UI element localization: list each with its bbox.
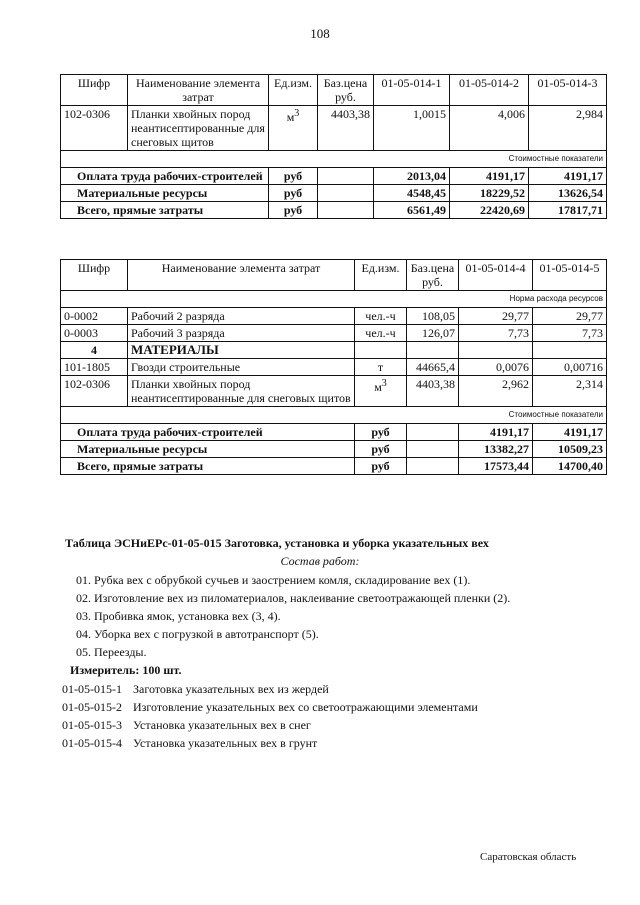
row-code: 0-0003: [61, 325, 128, 342]
total-unit: руб: [269, 202, 318, 219]
table-row: [61, 106, 607, 151]
work-item: 02. Изготовление вех из пиломатериалов, наклеивание светоотражающей пленки (2).: [76, 591, 511, 605]
total-v2: 14700,40: [533, 458, 607, 475]
code-text: Заготовка указательных вех из жердей: [133, 682, 329, 696]
code-number: 01-05-015-3: [62, 718, 122, 732]
row-name: Гвозди строительные: [128, 359, 355, 376]
row-unit: т: [355, 359, 407, 376]
code-row: [62, 736, 317, 751]
row-v2: 29,77: [533, 308, 607, 325]
col-header-code: Шифр: [61, 75, 128, 106]
row-code: 101-1805: [61, 359, 128, 376]
total-label: Материальные ресурсы: [61, 185, 269, 202]
col-header-unit: Ед.изм.: [355, 260, 407, 291]
section-label-row: [61, 407, 607, 424]
col-header-price: Баз.цена руб.: [407, 260, 459, 291]
total-v1: 17573,44: [459, 458, 533, 475]
col-header-v3: 01-05-014-3: [529, 75, 607, 106]
section-subtitle: Состав работ:: [280, 554, 360, 568]
row-v2: 2,314: [533, 376, 607, 407]
col-header-v1: 01-05-014-1: [374, 75, 450, 106]
code-row: [62, 682, 329, 697]
section-label-row: [61, 151, 607, 168]
total-v1: 4548,45: [374, 185, 450, 202]
table-header-row: [61, 260, 607, 291]
row-price: 126,07: [407, 325, 459, 342]
materials-row: [61, 342, 607, 359]
total-v3: 17817,71: [529, 202, 607, 219]
col-header-price: Баз.цена руб.: [318, 75, 374, 106]
total-v2: 10509,23: [533, 441, 607, 458]
total-row: [61, 458, 607, 475]
code-row: [62, 700, 478, 715]
total-v1: 6561,49: [374, 202, 450, 219]
total-v2: 4191,17: [450, 168, 529, 185]
col-header-v2: 01-05-014-5: [533, 260, 607, 291]
total-v2: 22420,69: [450, 202, 529, 219]
row-code: 102-0306: [61, 376, 128, 407]
table-row: [61, 359, 607, 376]
row-unit: $м^3$: [355, 376, 407, 407]
total-v2: 18229,52: [450, 185, 529, 202]
code-text: Изготовление указательных вех со светоотражающими элементами: [133, 700, 478, 714]
total-row: [61, 185, 607, 202]
total-row: [61, 202, 607, 219]
total-v3: 13626,54: [529, 185, 607, 202]
row-name: Рабочий 3 разряда: [128, 325, 355, 342]
table-header-row: [61, 75, 607, 106]
row-name: Рабочий 2 разряда: [128, 308, 355, 325]
row-v2: 0,00716: [533, 359, 607, 376]
norm-label-row: [61, 291, 607, 308]
norm-section-label: Норма расхода ресурсов: [61, 291, 607, 308]
cost-section-label: Стоимостные показатели: [61, 407, 607, 424]
row-price: 4403,38: [407, 376, 459, 407]
col-header-code: Шифр: [61, 260, 128, 291]
row-unit: $м^3$: [269, 106, 318, 151]
row-code: 102-0306: [61, 106, 128, 151]
work-item: 05. Переезды.: [76, 645, 147, 659]
row-v2: 7,73: [533, 325, 607, 342]
total-unit: руб: [355, 424, 407, 441]
row-price: 4403,38: [318, 106, 374, 151]
total-v1: 2013,04: [374, 168, 450, 185]
total-v1: 13382,27: [459, 441, 533, 458]
total-row: [61, 168, 607, 185]
code-number: 01-05-015-4: [62, 736, 122, 750]
total-label: Всего, прямые затраты: [61, 202, 269, 219]
row-code: 0-0002: [61, 308, 128, 325]
materials-label: МАТЕРИАЛЫ: [128, 342, 355, 359]
section-title: Таблица ЭСНиЕРс-01-05-015 Заготовка, установка и уборка указательных вех: [65, 536, 489, 550]
work-item: 04. Уборка вех с погрузкой в автотранспорт (5).: [76, 627, 319, 641]
code-text: Установка указательных вех в снег: [133, 718, 311, 732]
table-row: [61, 308, 607, 325]
total-row: [61, 441, 607, 458]
row-v3: 2,984: [529, 106, 607, 151]
code-text: Установка указательных вех в грунт: [133, 736, 318, 750]
col-header-name: Наименование элемента затрат: [128, 75, 269, 106]
cost-section-label: Стоимостные показатели: [61, 151, 607, 168]
col-header-unit: Ед.изм.: [269, 75, 318, 106]
materials-code: 4: [61, 342, 128, 359]
row-v1: 0,0076: [459, 359, 533, 376]
row-v1: 1,0015: [374, 106, 450, 151]
total-row: [61, 424, 607, 441]
col-header-v1: 01-05-014-4: [459, 260, 533, 291]
total-v3: 4191,17: [529, 168, 607, 185]
table-row: [61, 325, 607, 342]
norms-table-1: [60, 74, 607, 219]
work-item: 03. Пробивка ямок, установка вех (3, 4).: [76, 609, 281, 623]
total-label: Всего, прямые затраты: [61, 458, 355, 475]
total-unit: руб: [355, 458, 407, 475]
col-header-v2: 01-05-014-2: [450, 75, 529, 106]
total-label: Оплата труда рабочих-строителей: [61, 424, 355, 441]
row-v1: 2,962: [459, 376, 533, 407]
row-price: 108,05: [407, 308, 459, 325]
measurer: Измеритель: 100 шт.: [70, 663, 182, 677]
total-label: Оплата труда рабочих-строителей: [61, 168, 269, 185]
code-number: 01-05-015-1: [62, 682, 122, 696]
work-item: 01. Рубка вех с обрубкой сучьев и заострением комля, складирование вех (1).: [76, 573, 471, 587]
col-header-name: Наименование элемента затрат: [128, 260, 355, 291]
total-label: Материальные ресурсы: [61, 441, 355, 458]
row-v2: 4,006: [450, 106, 529, 151]
norms-table-2: [60, 259, 607, 475]
region-footer: Саратовская область: [480, 851, 577, 863]
table-row: [61, 376, 607, 407]
row-unit: чел.-ч: [355, 325, 407, 342]
page-number: 108: [310, 26, 330, 41]
total-unit: руб: [355, 441, 407, 458]
total-v2: 4191,17: [533, 424, 607, 441]
total-unit: руб: [269, 185, 318, 202]
row-name: Планки хвойных пород неантисептированные для снеговых щитов: [128, 376, 355, 407]
row-unit: чел.-ч: [355, 308, 407, 325]
row-price: 44665,4: [407, 359, 459, 376]
code-row: [62, 718, 311, 733]
row-v1: 29,77: [459, 308, 533, 325]
code-number: 01-05-015-2: [62, 700, 122, 714]
row-v1: 7,73: [459, 325, 533, 342]
total-unit: руб: [269, 168, 318, 185]
total-v1: 4191,17: [459, 424, 533, 441]
row-name: Планки хвойных пород неантисептированные для снеговых щитов: [128, 106, 269, 151]
